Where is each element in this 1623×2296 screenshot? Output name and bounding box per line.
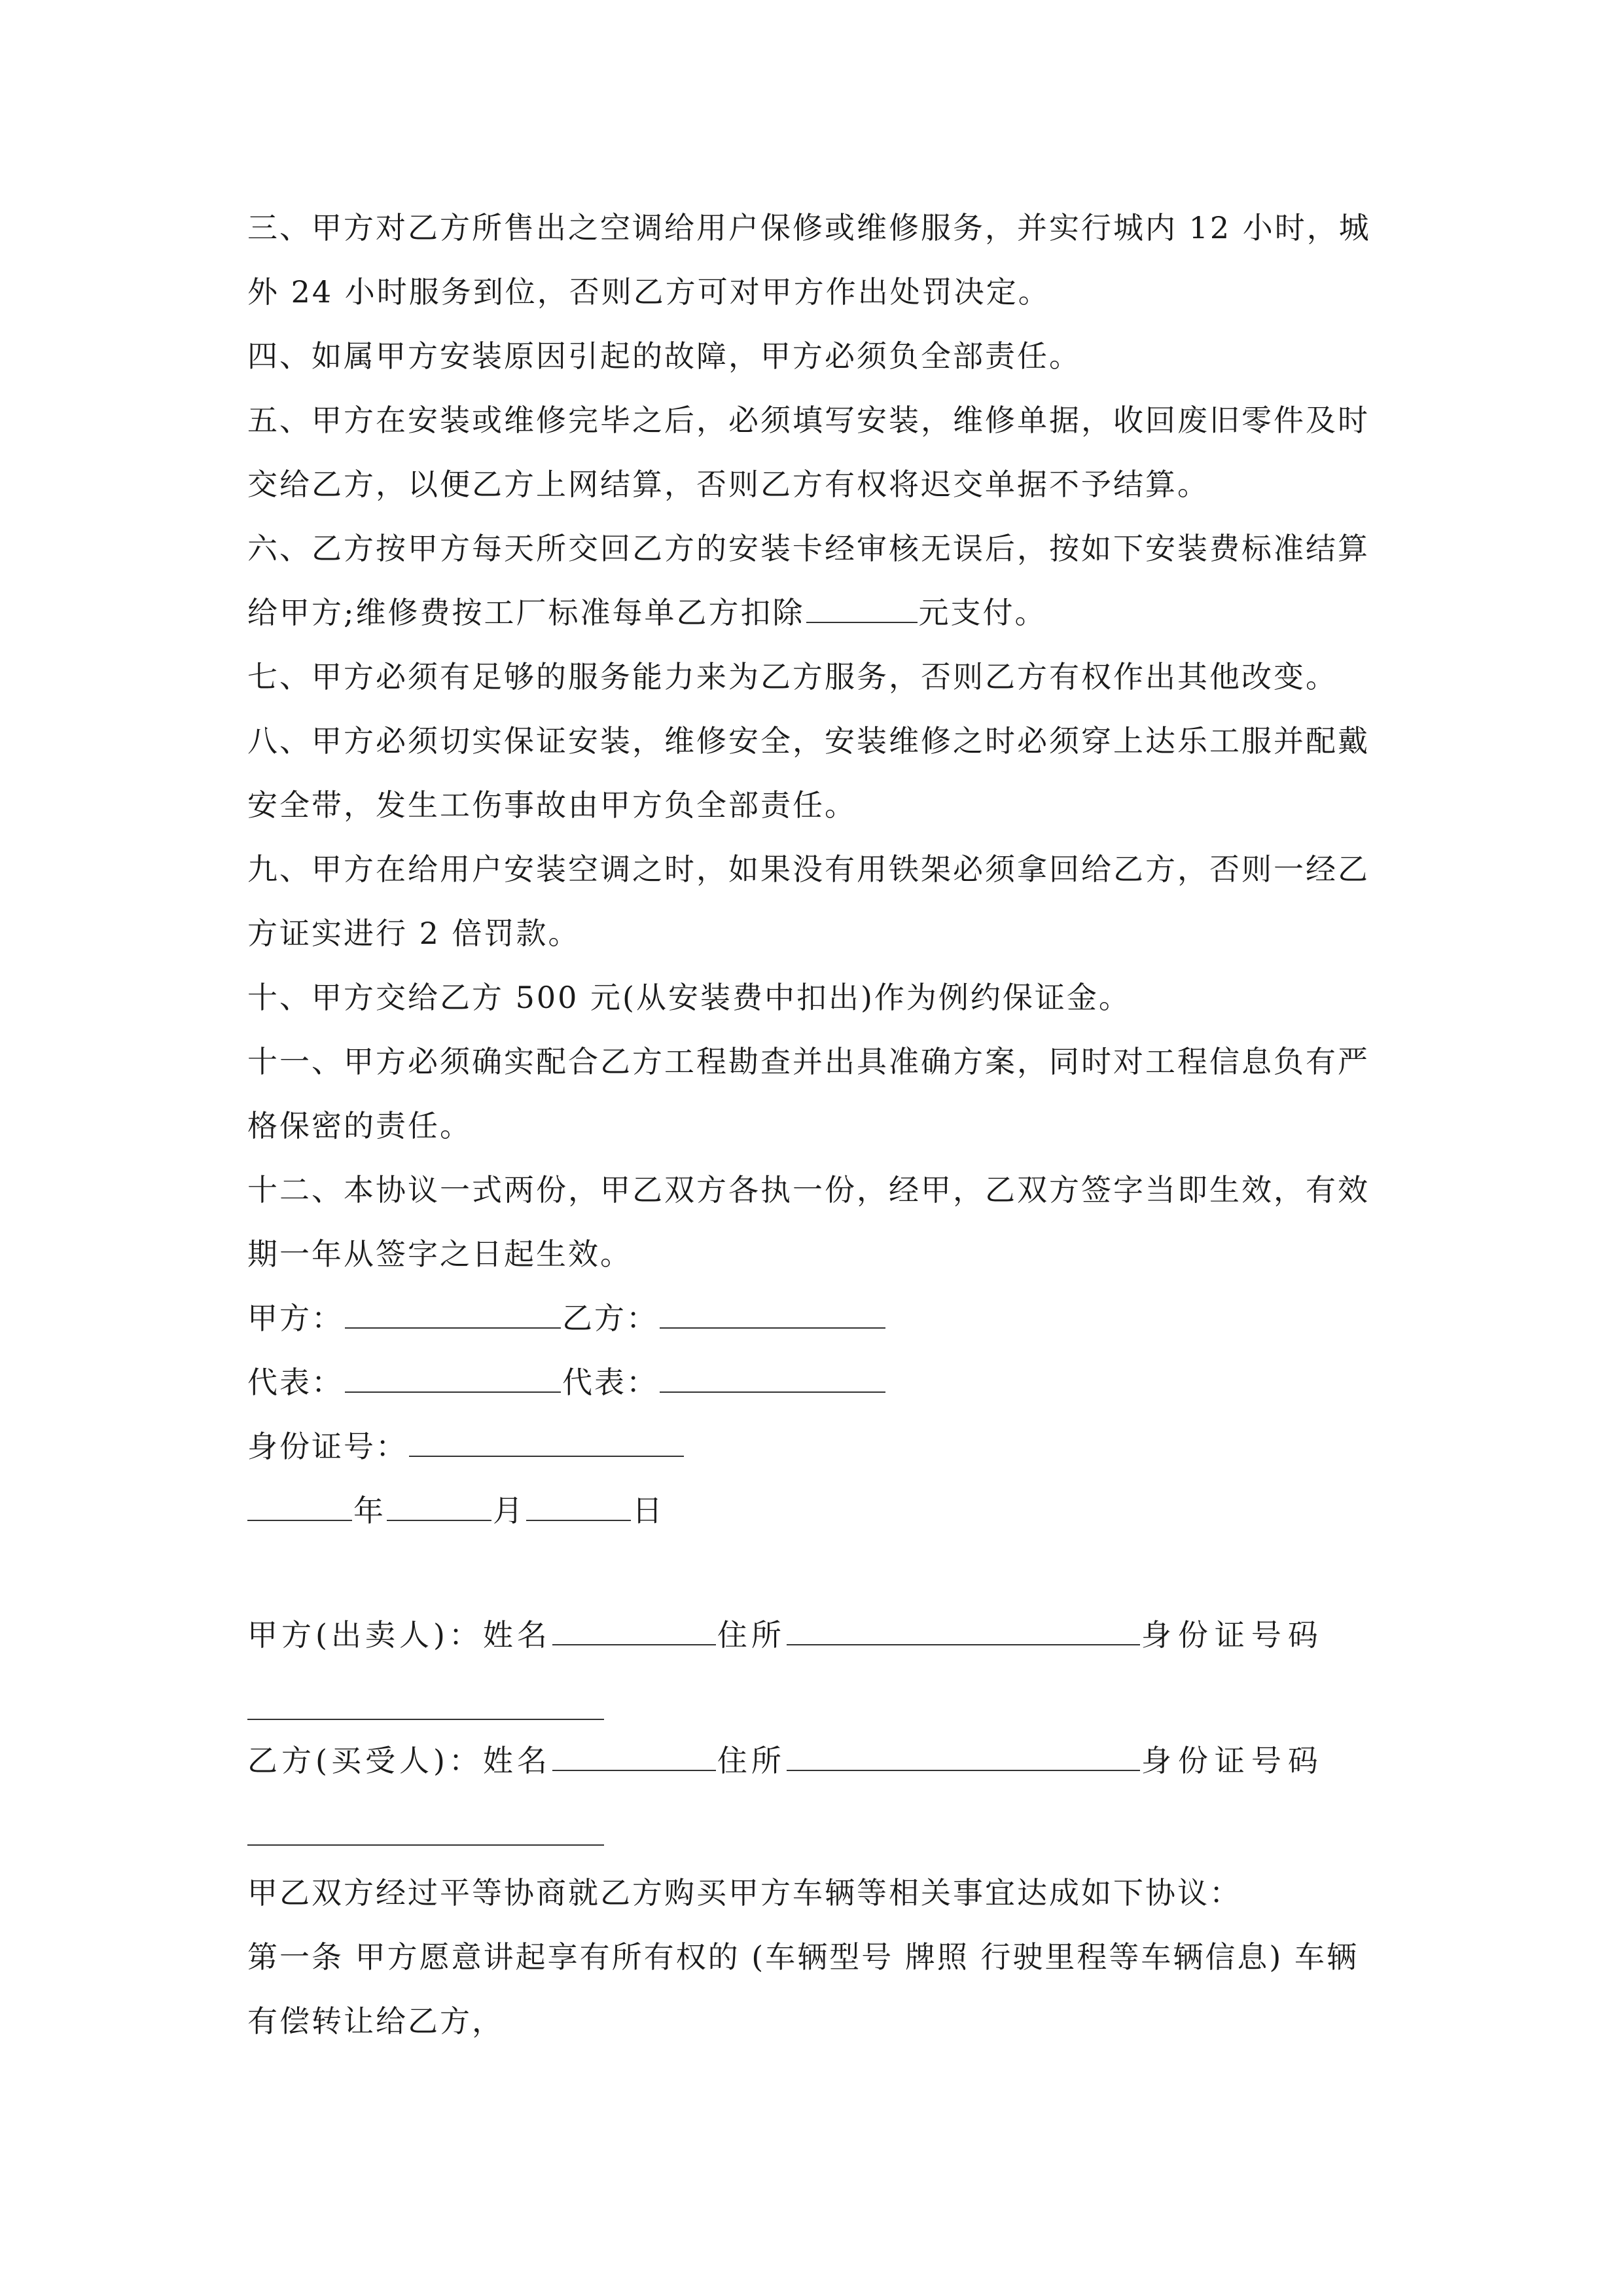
party-a-label: 甲方： [247, 1300, 344, 1336]
clause-5-line-1: 五、甲方在安装或维修完毕之后，必须填写安装，维修单据，收回废旧零件及时 [247, 403, 1370, 438]
rep-a-label: 代表： [247, 1365, 344, 1400]
id-number-blank[interactable] [409, 1429, 684, 1457]
party-a-blank[interactable] [345, 1301, 561, 1329]
signature-id-line [247, 1428, 685, 1465]
clause-6-line-1: 六、乙方按甲方每天所交回乙方的安装卡经审核无误后，按如下安装费标准结算 [247, 531, 1370, 566]
clause-11-line-1: 十一、甲方必须确实配合乙方工程勘查并出具准确方案，同时对工程信息负有严 [247, 1044, 1370, 1079]
day-blank[interactable] [526, 1494, 631, 1521]
clause-11-line-2: 格保密的责任。 [247, 1108, 472, 1143]
month-label: 月 [493, 1493, 525, 1528]
clause-8-line-2: 安全带，发生工伤事故由甲方负全部责任。 [247, 787, 857, 823]
clause-6-line-2 [247, 594, 1047, 631]
id-label: 身份证号： [247, 1429, 408, 1464]
buyer-line [247, 1742, 1325, 1779]
article-1-line-2: 有偿转让给乙方， [247, 2003, 504, 2039]
party-b-blank[interactable] [660, 1301, 885, 1329]
signature-party-line [247, 1300, 887, 1336]
seller-id-code-label: 身份证号码 [1141, 1617, 1325, 1653]
article-1-line-1: 第一条 甲方愿意讲起享有所有权的 (车辆型号 牌照 行驶里程等车辆信息) 车辆 [247, 1939, 1359, 1975]
rep-b-blank[interactable] [660, 1365, 885, 1393]
seller-address-label: 住所 [717, 1617, 785, 1653]
clause-9-line-1: 九、甲方在给用户安装空调之时，如果没有用铁架必须拿回给乙方，否则一经乙 [247, 852, 1370, 887]
buyer-name-blank[interactable] [552, 1744, 716, 1771]
clause-9-line-2: 方证实进行 2 倍罚款。 [247, 916, 580, 951]
buyer-id-code-label: 身份证号码 [1141, 1743, 1325, 1778]
clause-3-line-1: 三、甲方对乙方所售出之空调给用户保修或维修服务，并实行城内 12 小时，城 [247, 210, 1371, 245]
year-label: 年 [353, 1493, 385, 1528]
day-label: 日 [632, 1493, 664, 1528]
clause-6-line-2-text-a: 给甲方;维修费按工厂标准每单乙方扣除 [247, 595, 805, 630]
buyer-id-code-blank[interactable] [247, 1844, 604, 1846]
seller-line [247, 1617, 1325, 1653]
vehicle-intro: 甲乙双方经过平等协商就乙方购买甲方车辆等相关事宜达成如下协议： [247, 1875, 1241, 1910]
year-blank[interactable] [247, 1494, 352, 1521]
rep-b-label: 代表： [562, 1365, 658, 1400]
clause-10: 十、甲方交给乙方 500 元(从安装费中扣出)作为例约保证金。 [247, 980, 1131, 1015]
buyer-address-blank[interactable] [787, 1744, 1140, 1771]
signature-date-line [247, 1492, 664, 1529]
clause-5-line-2: 交给乙方，以便乙方上网结算，否则乙方有权将迟交单据不予结算。 [247, 467, 1209, 502]
seller-address-blank[interactable] [787, 1618, 1140, 1645]
buyer-prefix: 乙方(买受人)：姓名 [247, 1743, 551, 1778]
clause-8-line-1: 八、甲方必须切实保证安装，维修安全，安装维修之时必须穿上达乐工服并配戴 [247, 723, 1370, 759]
party-b-label: 乙方： [562, 1300, 658, 1336]
seller-id-code-blank[interactable] [247, 1719, 604, 1720]
buyer-address-label: 住所 [717, 1743, 785, 1778]
clause-3-line-2: 外 24 小时服务到位，否则乙方可对甲方作出处罚决定。 [247, 274, 1050, 310]
clause-7: 七、甲方必须有足够的服务能力来为乙方服务，否则乙方有权作出其他改变。 [247, 659, 1338, 694]
clause-6-line-2-text-b: 元支付。 [918, 595, 1047, 630]
month-blank[interactable] [387, 1494, 491, 1521]
clause-4: 四、如属甲方安装原因引起的故障，甲方必须负全部责任。 [247, 338, 1081, 374]
seller-name-blank[interactable] [552, 1618, 716, 1645]
seller-prefix: 甲方(出卖人)：姓名 [247, 1617, 551, 1653]
clause-12-line-2: 期一年从签字之日起生效。 [247, 1236, 632, 1272]
clause-12-line-1: 十二、本协议一式两份，甲乙双方各执一份，经甲，乙双方签字当即生效，有效 [247, 1172, 1370, 1208]
signature-rep-line [247, 1364, 887, 1401]
rep-a-blank[interactable] [345, 1365, 561, 1393]
deduction-amount-blank[interactable] [806, 596, 918, 623]
